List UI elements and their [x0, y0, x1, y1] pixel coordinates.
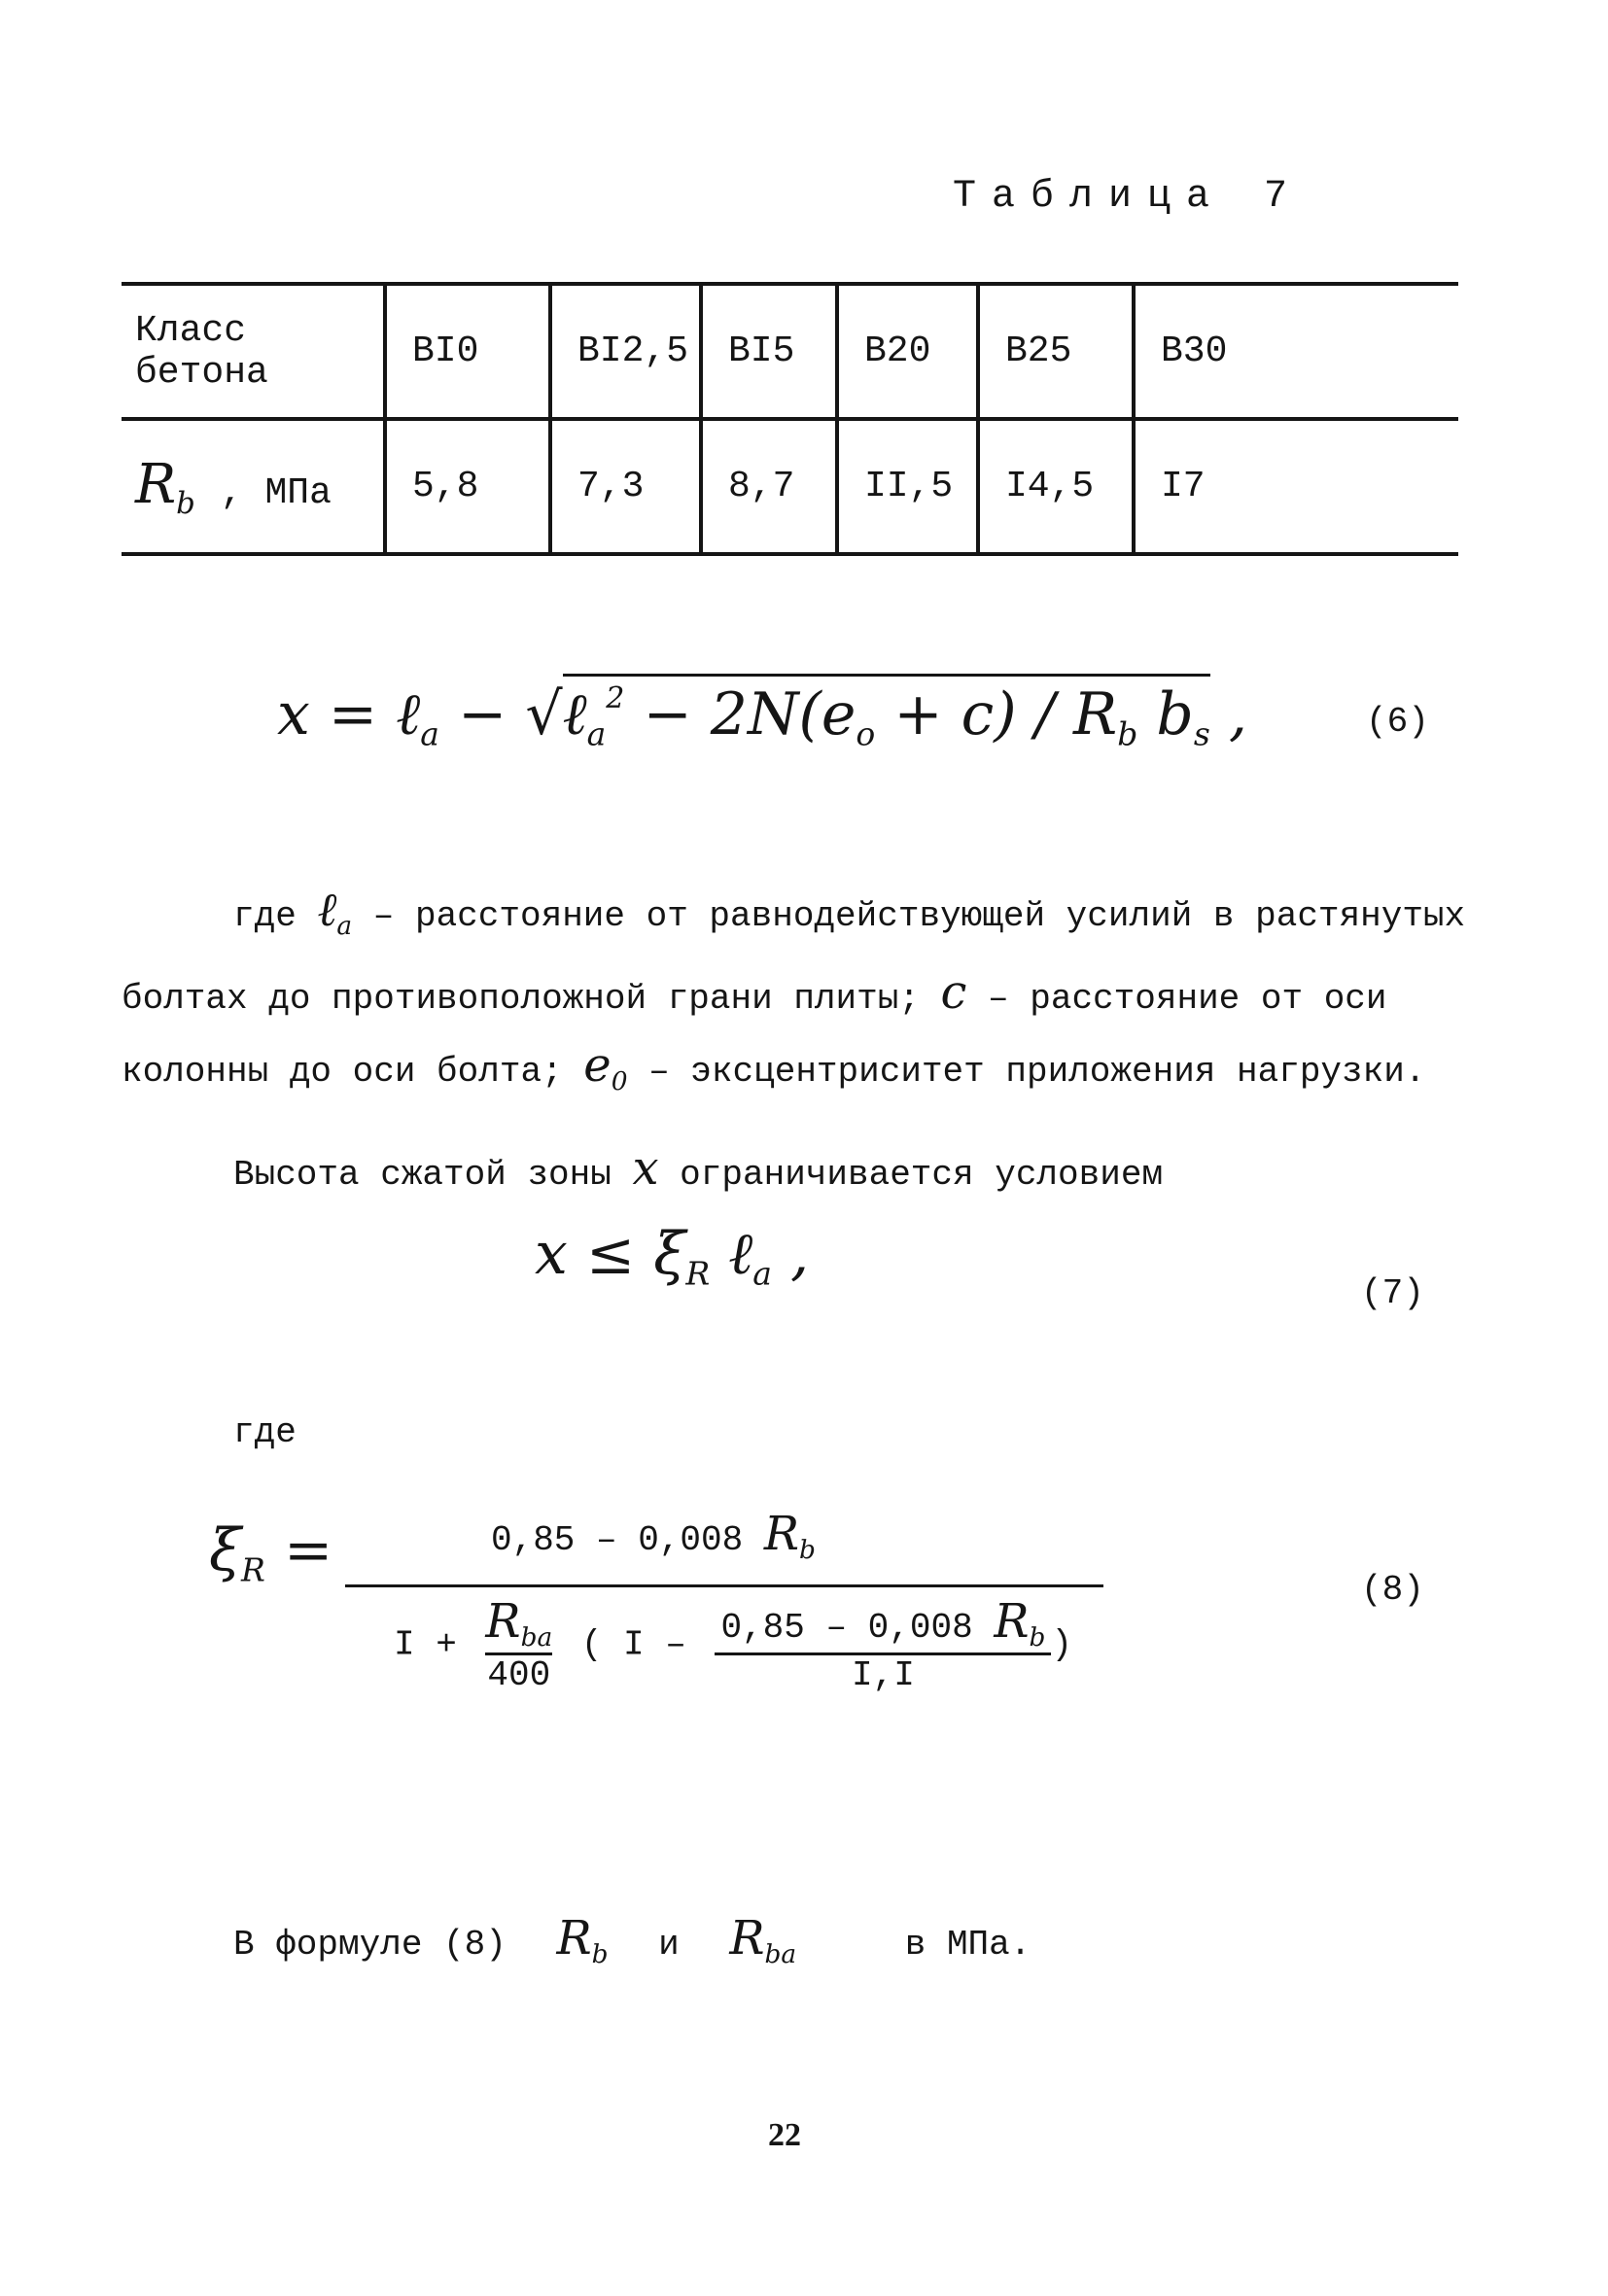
- definitions-paragraph: где ℓ$_a$ – расстояние от равнодействующей усилий в растянутых болтах до противоположной грани плиты; c – расстояние от оси колонны до оси болта; $e_0$ – эксцентриситет приложения нагрузки.: [122, 883, 1466, 1097]
- fraction-bar: [345, 1584, 1103, 1587]
- equation-number-8: (8): [1361, 1570, 1424, 1610]
- header-label: Класс бетона: [122, 284, 385, 419]
- value-cell: I7: [1134, 419, 1458, 554]
- formula-8: [209, 1487, 1142, 1696]
- rb-symbol: $R_b$: [135, 452, 195, 521]
- value-cell: 8,7: [701, 419, 837, 554]
- class-cell: B20: [837, 284, 978, 419]
- row-label: [122, 419, 385, 554]
- c-symbol: c: [940, 965, 967, 1021]
- class-cell: BI0: [385, 284, 550, 419]
- page-number: 22: [768, 2117, 801, 2153]
- class-cell: BI2,5: [550, 284, 701, 419]
- formula-7: $x \le \xi_R$ ℓ$_a$ ,: [535, 1220, 810, 1293]
- height-sentence: Высота сжатой зоны x ограничивается условием: [233, 1141, 1164, 1196]
- gde-label: где: [233, 1412, 297, 1452]
- formula-8-numerator: 0,85 – 0,008 $R_b$: [491, 1507, 816, 1566]
- table-header-row: [122, 284, 1458, 419]
- table-title: Таблица 7: [953, 175, 1304, 219]
- x-symbol: x: [632, 1141, 659, 1196]
- la-symbol: ℓ$_a$: [317, 883, 353, 942]
- concrete-strength-table: [122, 282, 1458, 556]
- equation-number-6: (6): [1366, 702, 1429, 742]
- class-cell: BI5: [701, 284, 837, 419]
- value-cell: 7,3: [550, 419, 701, 554]
- e0-symbol: $e_0$: [583, 1038, 628, 1097]
- table-value-row: [122, 419, 1458, 554]
- formula-8-denominator: I + $R_{ba}$ 400 ( I – $\frac{0,85 - 0,008 R_b}{I,I}$ ): [394, 1594, 1072, 1696]
- value-cell: I4,5: [978, 419, 1134, 554]
- row-unit: , МПа: [220, 471, 332, 514]
- equation-number-7: (7): [1361, 1273, 1424, 1313]
- value-cell: 5,8: [385, 419, 550, 554]
- class-cell: B30: [1134, 284, 1458, 419]
- formula-6: x = ℓ$_a$ − √ℓ$_a^2$ − $2N(e_o + c) / R_b$ $b_s$ ,: [277, 680, 1247, 753]
- value-cell: II,5: [837, 419, 978, 554]
- xi-r-symbol: $\xi_R$ =: [209, 1516, 333, 1589]
- class-cell: B25: [978, 284, 1134, 419]
- final-sentence: В формуле (8) $R_b$ и $R_{ba}$ в МПа.: [233, 1911, 1031, 1970]
